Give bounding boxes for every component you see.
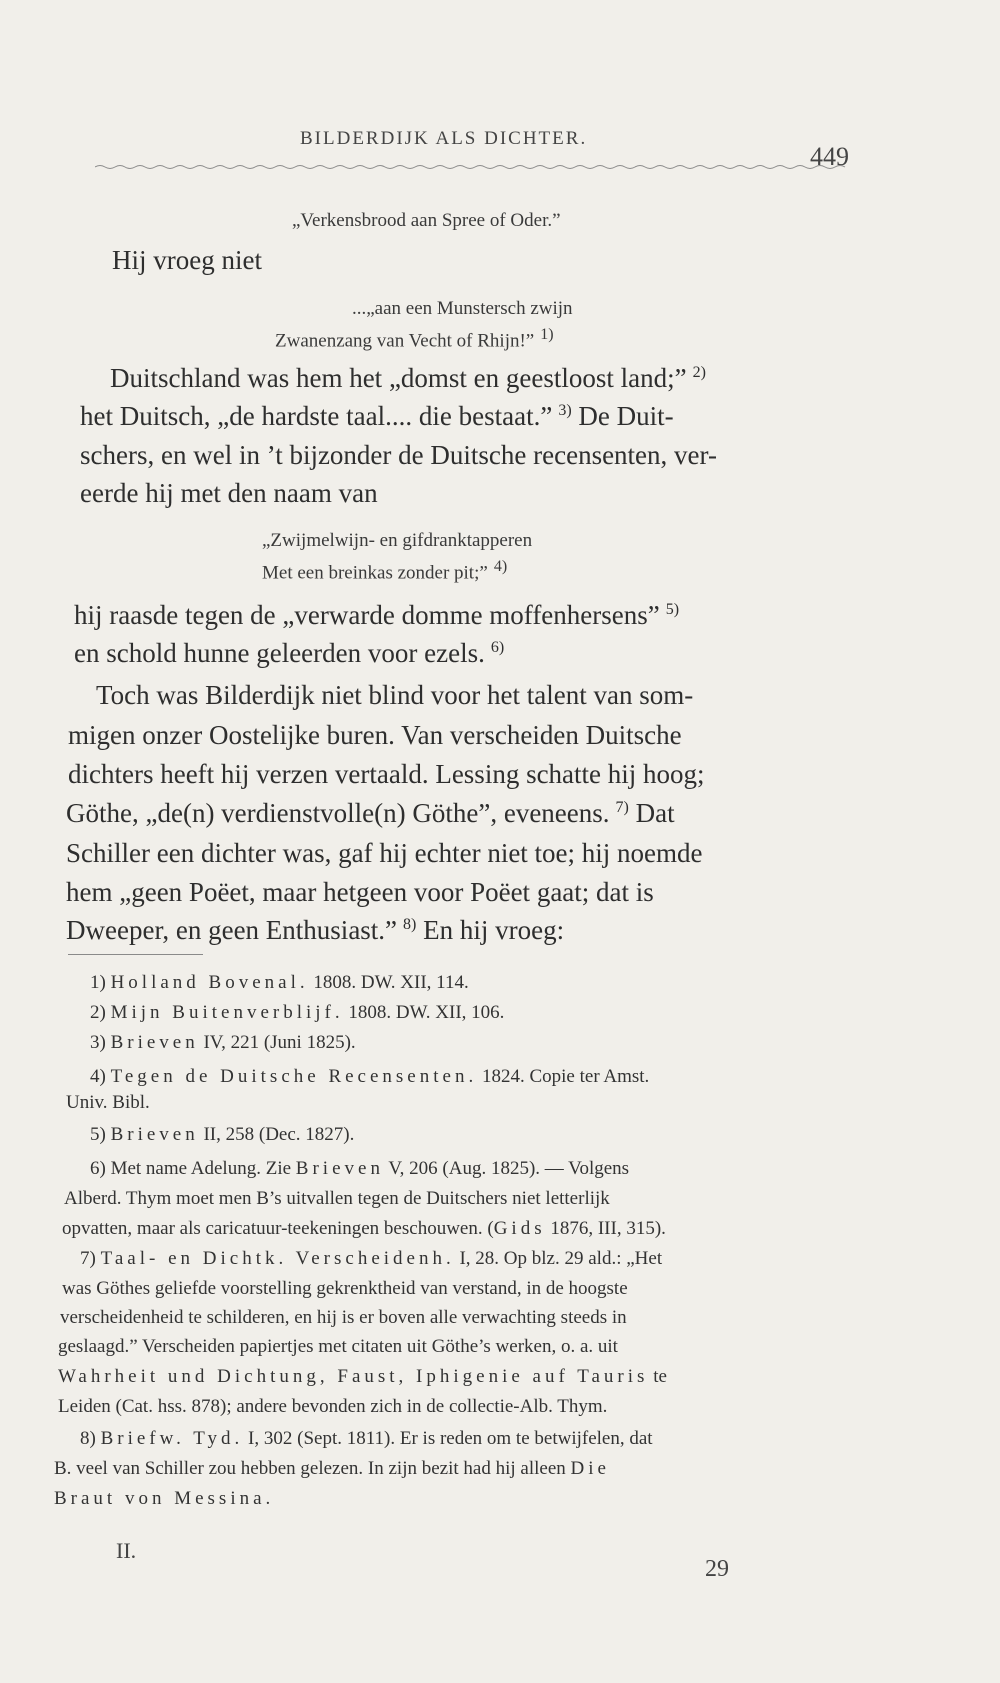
body-line: Dweeper, en geen Enthusiast.” $^{8)}$ En hij vroeg: bbox=[66, 915, 565, 945]
note-reference: 4) bbox=[493, 558, 508, 575]
body-line: Hij vroeg niet bbox=[112, 245, 262, 275]
signature-mark: II. bbox=[116, 1538, 137, 1563]
quote-line: „Zwijmelwijn- en gifdranktapperen bbox=[262, 530, 533, 551]
footnote-6-continued: opvatten, maar als caricatuur-teekeningen beschouwen. (Gids 1876, III, 315). bbox=[62, 1218, 666, 1239]
quote-line: Met een breinkas zonder pit;” $^{4)}$ bbox=[262, 558, 508, 584]
body-line: migen onzer Oostelijke buren. Van verscheiden Duitsche bbox=[68, 720, 682, 750]
footnote-4-continued: Univ. Bibl. bbox=[66, 1092, 150, 1113]
footnote-1: 1) Holland Bovenal. 1808. DW. XII, 114. bbox=[90, 972, 469, 993]
footnote-8: 8) Briefw. Tyd. I, 302 (Sept. 1811). Er is reden om te betwijfelen, dat bbox=[80, 1428, 653, 1449]
note-reference: 7) bbox=[615, 799, 629, 816]
running-title: BILDERDIJK ALS DICHTER. bbox=[300, 128, 588, 149]
body-line: hem „geen Poëet, maar hetgeen voor Poëet gaat; dat is bbox=[66, 877, 654, 907]
body-line: hij raasde tegen de „verwarde domme moffenhersens” $^{5)}$ bbox=[74, 600, 680, 630]
quote-line: ...„aan een Munstersch zwijn bbox=[352, 298, 573, 319]
footnote-6: 6) Met name Adelung. Zie Brieven V, 206 (Aug. 1825). — Volgens bbox=[90, 1158, 630, 1179]
footnote-7-continued: Leiden (Cat. hss. 878); andere bevonden zich in de collectie-Alb. Thym. bbox=[58, 1396, 608, 1417]
footnote-6-continued: Alberd. Thym moet men B’s uitvallen tegen de Duitschers niet letterlijk bbox=[64, 1188, 610, 1209]
body-line: Göthe, „de(n) verdienstvolle(n) Göthe”, eveneens. $^{7)}$ Dat bbox=[66, 798, 675, 828]
footnote-7: 7) Taal- en Dichtk. Verscheidenh. I, 28. Op blz. 29 ald.: „Het bbox=[80, 1248, 663, 1269]
body-line: het Duitsch, „de hardste taal.... die bestaat.” $^{3)}$ De Duit- bbox=[80, 401, 674, 431]
note-reference: 8) bbox=[403, 916, 417, 933]
footnote-8-continued: Braut von Messina. bbox=[54, 1488, 275, 1509]
sheet-number: 29 bbox=[705, 1556, 729, 1582]
note-reference: 1) bbox=[540, 326, 554, 343]
quote-line: Zwanenzang van Vecht of Rhijn!” $^{1)}$ bbox=[275, 326, 554, 352]
footnote-2: 2) Mijn Buitenverblijf. 1808. DW. XII, 106. bbox=[90, 1002, 505, 1023]
page-number: 449 bbox=[810, 142, 849, 171]
body-line: eerde hij met den naam van bbox=[80, 478, 378, 508]
footnote-3: 3) Brieven IV, 221 (Juni 1825). bbox=[90, 1032, 356, 1053]
footnote-8-continued: B. veel van Schiller zou hebben gelezen. In zijn bezit had hij alleen Die bbox=[54, 1458, 610, 1479]
footnote-4: 4) Tegen de Duitsche Recensenten. 1824. Copie ter Amst. bbox=[90, 1066, 650, 1087]
note-reference: 5) bbox=[665, 601, 680, 618]
body-line: dichters heeft hij verzen vertaald. Lessing schatte hij hoog; bbox=[68, 759, 705, 789]
body-line: Duitschland was hem het „domst en geestloost land;” $^{2)}$ bbox=[110, 363, 706, 393]
footnote-7-continued: was Göthes geliefde voorstelling gekrenktheid van verstand, in de hoogste bbox=[62, 1278, 628, 1299]
note-reference: 3) bbox=[558, 402, 572, 419]
footnote-7-continued: geslaagd.” Verscheiden papiertjes met citaten uit Göthe’s werken, o. a. uit bbox=[58, 1336, 618, 1357]
footnote-7-continued: Wahrheit und Dichtung, Faust, Iphigenie auf Tauris te bbox=[58, 1366, 667, 1387]
note-reference: 6) bbox=[490, 639, 505, 656]
footnote-7-continued: verscheidenheid te schilderen, en hij is er boven alle verwachting steeds in bbox=[60, 1307, 627, 1328]
body-line: Toch was Bilderdijk niet blind voor het talent van som- bbox=[96, 680, 694, 710]
body-line: en schold hunne geleerden voor ezels. $^{6)}$ bbox=[74, 638, 505, 668]
body-line: Schiller een dichter was, gaf hij echter niet toe; hij noemde bbox=[66, 838, 703, 868]
footnote-rule bbox=[68, 954, 203, 955]
note-reference: 2) bbox=[692, 364, 706, 381]
footnote-5: 5) Brieven II, 258 (Dec. 1827). bbox=[90, 1124, 355, 1145]
quote-line: „Verkensbrood aan Spree of Oder.” bbox=[292, 210, 561, 231]
header-rule bbox=[95, 164, 850, 170]
body-line: schers, en wel in ’t bijzonder de Duitsche recensenten, ver- bbox=[80, 440, 717, 470]
